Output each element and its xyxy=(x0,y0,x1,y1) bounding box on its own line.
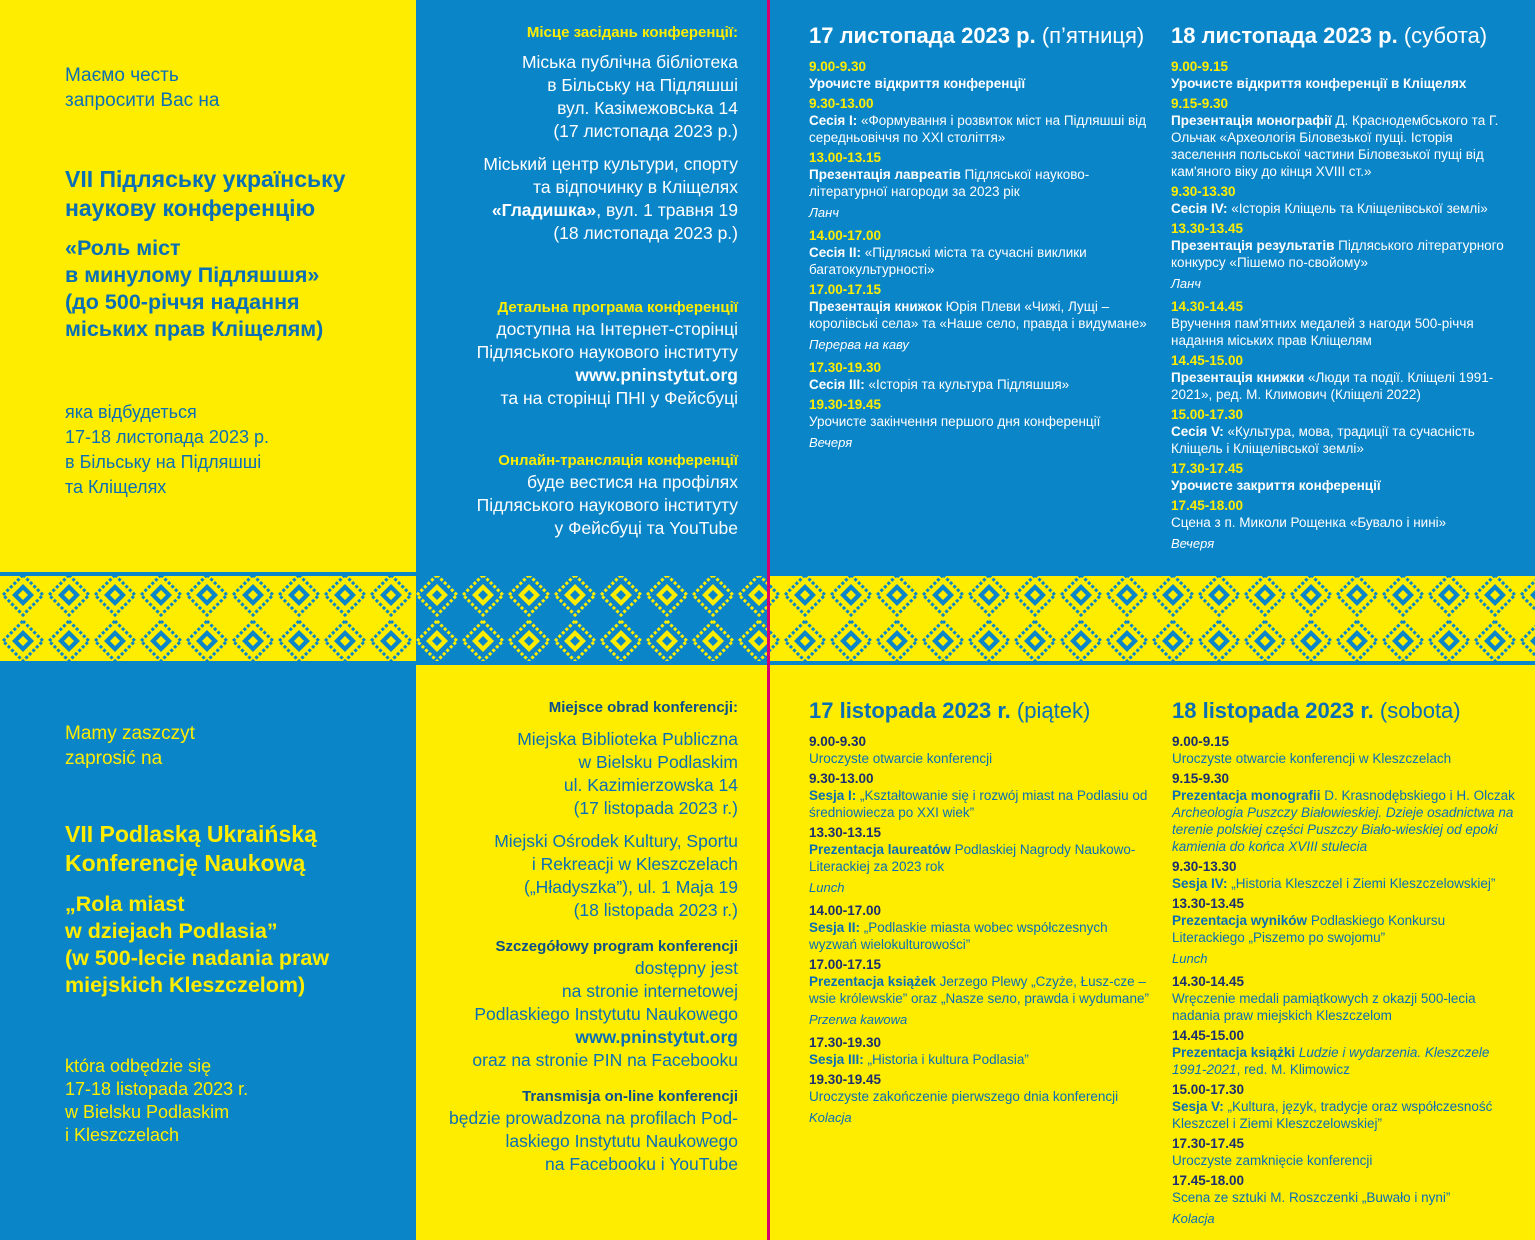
pl-day1-event xyxy=(809,902,1154,953)
event-description xyxy=(1172,1189,1517,1206)
pl-day2-event xyxy=(1172,1027,1517,1078)
event-description xyxy=(1172,1098,1517,1132)
event-description xyxy=(1172,875,1517,892)
pl-online-text: będzie prowadzona na profilach Pod- laskiego Instytutu Naukowego na Facebooku i YouTube xyxy=(449,1108,738,1174)
ua-day1-event xyxy=(809,58,1154,92)
event-time: 17.45-18.00 xyxy=(1171,498,1244,513)
ua-program-url[interactable]: www.pninstytut.org xyxy=(575,365,738,385)
event-time: 14.00-17.00 xyxy=(809,228,882,243)
event-label: Prezentacja wyników xyxy=(1172,913,1308,928)
event-label: Sesja II: xyxy=(809,920,861,935)
event-time: 17.30-19.30 xyxy=(809,360,882,375)
pl-day2-event xyxy=(1172,770,1517,855)
ua-day2 xyxy=(1171,22,1516,558)
pl-day1-event xyxy=(809,1034,1154,1068)
event-label: Сесія V: xyxy=(1171,424,1224,439)
event-label: Презентація лавреатів xyxy=(809,167,961,182)
event-label: Урочисте відкриття конференції в Кліщелях xyxy=(1171,76,1467,91)
ua-program-heading: Детальна програма конференції xyxy=(497,299,738,316)
pl-program-heading: Szczegółowy program konferencji xyxy=(495,938,738,955)
event-description xyxy=(809,413,1154,430)
center-divider-line xyxy=(767,0,770,1240)
ua-day2-event xyxy=(1171,58,1516,92)
pl-day2-event xyxy=(1172,1135,1517,1169)
event-text-suffix: , red. M. Klimowicz xyxy=(1236,1062,1350,1077)
pl-place2-name: („Hładyszka”) xyxy=(524,877,629,897)
event-text: Podlaskiego Konkursu Literackiego „Piszemo po swojomu” xyxy=(1172,913,1446,945)
event-time: 9.00-9.15 xyxy=(1171,59,1229,74)
pl-day2-event xyxy=(1172,1081,1517,1132)
event-description xyxy=(1171,369,1516,403)
event-text: Uroczyste otwarcie konferencji w Kleszczelach xyxy=(1172,751,1452,766)
event-time: 17.30-17.45 xyxy=(1171,461,1244,476)
event-text: „Historia Kleszczel i Ziemi Kleszczelowskiej” xyxy=(1227,876,1496,891)
event-description xyxy=(809,1088,1154,1105)
event-time: 9.30-13.30 xyxy=(1172,859,1237,874)
pl-conference-theme: „Rola miast w dziejach Podlasia” (w 500-lecie nadania praw miejskich Kleszczelom) xyxy=(65,892,330,997)
event-description xyxy=(1171,477,1516,494)
event-description xyxy=(1172,990,1517,1024)
event-text: „Kształtowanie się i rozwój miast na Podlasiu od średniowiecza po XXI wiek” xyxy=(809,788,1148,820)
event-text: «Люди та події. Кліщелі 1991-2021», ред. М. Климович (Кліщелі 2022) xyxy=(1171,370,1494,402)
ua-day2-event xyxy=(1171,220,1516,271)
pl-place2-text: Miejski Ośrodek Kultury, Sportu i Rekreacji w Kleszczelach xyxy=(494,831,738,874)
event-description xyxy=(809,919,1154,953)
event-description xyxy=(1171,75,1516,92)
event-time: 17.30-19.30 xyxy=(809,1035,882,1050)
ua-day2-event xyxy=(1171,460,1516,494)
event-label: Sesja IV: xyxy=(1172,876,1228,891)
ua-day2-event xyxy=(1171,95,1516,180)
pl-venue-block xyxy=(449,697,738,1176)
event-text: Урочисте закінчення першого дня конференції xyxy=(809,414,1101,429)
event-text: D. Krasnodębskiego i H. Olczak xyxy=(1320,788,1515,803)
pl-conference-title: VII Podlaską Ukraińską Konferencję Naukową xyxy=(65,821,317,876)
event-description xyxy=(809,298,1154,332)
event-label: Презентація книжки xyxy=(1171,370,1305,385)
ua-venue-panel xyxy=(416,0,768,572)
event-italic-title: Ludzie i wydarzenia. Kleszczele 1991-2021 xyxy=(1172,1045,1490,1077)
ua-day1-event xyxy=(809,227,1154,278)
ua-venue-block xyxy=(477,22,738,540)
ua-day2-event xyxy=(1171,298,1516,349)
event-description xyxy=(1171,315,1516,349)
event-label: Сесія І: xyxy=(809,113,858,128)
event-description xyxy=(809,112,1154,146)
ua-day1-weekday: (п’ятниця) xyxy=(1041,23,1145,48)
event-description xyxy=(1172,1044,1517,1078)
event-text: „Historia i kultura Podlasia” xyxy=(863,1052,1029,1067)
event-time: 13.00-13.15 xyxy=(809,150,882,165)
pl-program-facebook: oraz na stronie PIN na Facebooku xyxy=(472,1050,738,1070)
pl-online-heading: Transmisja on-line konferencji xyxy=(522,1088,738,1105)
event-description xyxy=(809,841,1154,875)
event-label: Sesja V: xyxy=(1172,1099,1224,1114)
pl-day1 xyxy=(809,697,1154,1132)
event-text: Wręczenie medali pamiątkowych z okazji 500-lecia nadania praw miejskich Kleszczelom xyxy=(1172,991,1476,1023)
event-label: Урочисте відкриття конференції xyxy=(809,76,1026,91)
break-label: Перерва на каву xyxy=(809,337,909,352)
ua-place2-address: , вул. 1 травня 19 (18 листопада 2023 р.) xyxy=(553,200,738,243)
pl-day2-date: 18 listopada 2023 r. xyxy=(1172,698,1374,723)
ua-day2-event xyxy=(1171,183,1516,217)
pl-invite-text: Mamy zaszczyt zaprosić na xyxy=(65,723,195,769)
event-description xyxy=(1171,514,1516,531)
event-label: Prezentacja laureatów xyxy=(809,842,951,857)
ua-place1-address: вул. Казімежовська 14 (17 листопада 2023 р.) xyxy=(553,98,738,141)
event-time: 17.00-17.15 xyxy=(809,957,882,972)
event-time: 9.15-9.30 xyxy=(1171,96,1229,111)
event-label: Prezentacja książki xyxy=(1172,1045,1296,1060)
pl-place1: Miejska Biblioteka Publiczna w Bielsku Podlaskim xyxy=(517,729,738,772)
ua-day2-event xyxy=(1171,352,1516,403)
event-description xyxy=(809,75,1154,92)
event-description xyxy=(809,787,1154,821)
ua-program-facebook: та на сторінці ПНІ у Фейсбуці xyxy=(500,388,738,408)
ua-day1-date-heading xyxy=(809,22,1154,50)
break-label: Kolacja xyxy=(1172,1211,1215,1226)
break-label: Ланч xyxy=(809,205,840,220)
event-description xyxy=(809,166,1154,200)
event-time: 14.30-14.45 xyxy=(1171,299,1244,314)
event-time: 17.30-17.45 xyxy=(1172,1136,1245,1151)
event-description xyxy=(809,376,1154,393)
event-time: 13.30-13.15 xyxy=(809,825,882,840)
break-label: Przerwa kawowa xyxy=(809,1012,908,1027)
break-label: Kolacja xyxy=(809,1110,852,1125)
event-time: 17.45-18.00 xyxy=(1172,1173,1245,1188)
event-time: 9.30-13.00 xyxy=(809,771,874,786)
event-text: «Історія Кліщель та Кліщелівської землі» xyxy=(1227,201,1488,216)
event-text: Uroczyste zakończenie pierwszego dnia konferencji xyxy=(809,1089,1119,1104)
event-label: Презентація книжок xyxy=(809,299,942,314)
ua-day1-event xyxy=(809,359,1154,393)
event-time: 9.00-9.15 xyxy=(1172,734,1230,749)
pl-day2 xyxy=(1172,697,1517,1233)
event-text: Сцена з п. Миколи Рощенка «Бувало і нині» xyxy=(1171,515,1447,530)
pl-day2-event xyxy=(1172,733,1517,767)
pl-day1-weekday: (piątek) xyxy=(1016,698,1091,723)
event-description xyxy=(809,973,1154,1007)
event-text: Юрія Плеви «Чижі, Лущі – королівські села» та «Наше село, правда і видумане» xyxy=(809,299,1147,331)
event-text: Jerzego Plewy „Czyże, Łusz-cze – wsie królewskie” oraz „Nasze sело, prawda i wydumane” xyxy=(809,974,1149,1006)
event-text: Вручення пам'ятних медалей з нагоди 500-річчя надання міських прав Кліщелям xyxy=(1171,316,1474,348)
event-description xyxy=(1172,912,1517,946)
pl-day1-event xyxy=(809,770,1154,821)
event-description xyxy=(1172,750,1517,767)
event-label: Сесія III: xyxy=(809,377,865,392)
ua-day2-date-heading xyxy=(1171,22,1516,50)
pl-day2-event xyxy=(1172,1172,1517,1206)
event-text: Д. Краснодембського та Г. Ольчак «Археологія Біловезької пущі. Історія заселення польської частини Біловезької пущі від кам'яного віку до кінця XVIII ст.» xyxy=(1171,113,1499,179)
event-text: Podlaskiej Nagrody Naukowo-Literackiej za 2023 rok xyxy=(809,842,1136,874)
break-label: Вечеря xyxy=(809,435,853,450)
ua-day2-weekday: (субота) xyxy=(1403,23,1488,48)
event-description xyxy=(809,750,1154,767)
pl-venue-panel xyxy=(416,665,768,1240)
event-time: 19.30-19.45 xyxy=(809,397,882,412)
pl-day2-event xyxy=(1172,973,1517,1024)
pl-program-text: dostępny jest na stronie internetowej Podlaskiego Instytutu Naukowego xyxy=(474,958,738,1024)
pl-when-where: która odbędzie się 17-18 listopada 2023 r. w Bielsku Podlaskim i Kleszczelach xyxy=(65,1056,249,1145)
ua-program-panel xyxy=(768,0,1535,572)
pl-day1-date: 17 listopada 2023 r. xyxy=(809,698,1011,723)
event-text: „Kultura, język, tradycje oraz współczesność Kleszczel i Ziemi Kleszczelowskiej” xyxy=(1172,1099,1493,1131)
event-description xyxy=(1171,423,1516,457)
ua-venue-heading: Місце засідань конференції: xyxy=(526,24,738,41)
event-time: 14.45-15.00 xyxy=(1172,1028,1245,1043)
event-label: Презентація результатів xyxy=(1171,238,1335,253)
event-time: 9.00-9.30 xyxy=(809,734,867,749)
event-description xyxy=(809,1051,1154,1068)
event-label: Sesja III: xyxy=(809,1052,864,1067)
event-label: Сесія II: xyxy=(809,245,861,260)
ua-invite-text: Маємо честь запросити Вас на xyxy=(65,65,220,111)
ua-when-where: яка відбудеться 17-18 листопада 2023 р. в Більську на Підляшші та Кліщелях xyxy=(65,402,269,497)
pl-day2-weekday: (sobota) xyxy=(1379,698,1461,723)
event-time: 19.30-19.45 xyxy=(809,1072,882,1087)
event-label: Prezentacja książek xyxy=(809,974,936,989)
ua-conference-theme: «Роль міст в минулому Підляшшя» (до 500-річчя надання міських прав Кліщелям) xyxy=(65,236,324,341)
event-label: Урочисте закриття конференції xyxy=(1171,478,1381,493)
event-text: «Історія та культура Підляшшя» xyxy=(864,377,1070,392)
event-time: 14.00-17.00 xyxy=(809,903,882,918)
pl-day1-event xyxy=(809,733,1154,767)
ua-online-heading: Онлайн-трансляція конференції xyxy=(498,452,738,469)
break-label: Lunch xyxy=(1172,951,1208,966)
event-text: Підляського літературного конкурсу «Пішемо по-свойому» xyxy=(1171,238,1504,270)
event-time: 17.00-17.15 xyxy=(809,282,882,297)
ua-program-text: доступна на Інтернет-сторінці Підляського наукового інституту xyxy=(476,319,738,362)
break-label: Вечеря xyxy=(1171,536,1215,551)
ua-place2-name: «Гладишка» xyxy=(491,200,597,220)
event-label: Презентація монографії xyxy=(1171,113,1332,128)
event-time: 14.45-15.00 xyxy=(1171,353,1244,368)
pl-place2 xyxy=(449,830,738,922)
event-time: 13.30-13.45 xyxy=(1172,896,1245,911)
ua-day1-event xyxy=(809,281,1154,332)
event-text: Uroczyste zamknięcie konferencji xyxy=(1172,1153,1373,1168)
event-description xyxy=(809,244,1154,278)
ua-place1: Міська публічна бібліотека в Більську на Підляшші xyxy=(521,52,738,95)
pl-day1-date-heading xyxy=(809,697,1154,725)
ua-place2-text: Міський центр культури, спорту та відпочинку в Кліщелях xyxy=(483,154,738,197)
event-time: 15.00-17.30 xyxy=(1171,407,1244,422)
event-text: Uroczyste otwarcie konferencji xyxy=(809,751,993,766)
ua-day1-date: 17 листопада 2023 р. xyxy=(809,23,1036,48)
ua-day2-event xyxy=(1171,497,1516,531)
pl-program-url[interactable]: www.pninstytut.org xyxy=(575,1027,738,1047)
ua-place2 xyxy=(477,153,738,245)
event-text: «Підляські міста та сучасні виклики багатокультурності» xyxy=(809,245,1087,277)
ua-day1-event xyxy=(809,396,1154,430)
pl-place2-address: , ul. 1 Maja 19 (18 listopada 2023 r.) xyxy=(573,877,738,920)
event-text: «Культура, мова, традиції та сучасність Кліщель і Кліщелівської землі» xyxy=(1171,424,1475,456)
event-label: Sesja I: xyxy=(809,788,857,803)
event-description xyxy=(1171,112,1516,180)
event-time: 9.30-13.00 xyxy=(809,96,874,111)
ua-day2-date: 18 листопада 2023 р. xyxy=(1171,23,1398,48)
ua-day2-event xyxy=(1171,406,1516,457)
pl-day2-event xyxy=(1172,895,1517,946)
event-italic-title: Archeologia Puszczy Białowieskiej. Dzieje osadnictwa na terenie polskiej części Puszczy Biało-wieskiej od epoki kamienia do końca XVIII stulecia xyxy=(1172,805,1514,854)
ua-invitation-panel xyxy=(0,0,416,572)
event-time: 9.15-9.30 xyxy=(1172,771,1230,786)
ua-day1-event xyxy=(809,95,1154,146)
pl-day1-event xyxy=(809,1071,1154,1105)
event-label: Сесія IV: xyxy=(1171,201,1228,216)
pl-place1-address: ul. Kazimierzowska 14 (17 listopada 2023 r.) xyxy=(563,775,738,818)
event-text: «Формування і розвиток міст на Підляшші від середньовіччя по XXI століття» xyxy=(809,113,1147,145)
event-time: 13.30-13.45 xyxy=(1171,221,1244,236)
pl-program-panel xyxy=(768,665,1535,1240)
event-time: 9.30-13.30 xyxy=(1171,184,1236,199)
event-text: Scena ze sztuki M. Roszczenki „Buwało i nyni” xyxy=(1172,1190,1451,1205)
pl-venue-heading: Miejsce obrad konferencji: xyxy=(548,699,738,716)
ua-conference-title: VII Підляську українську наукову конференцію xyxy=(65,166,346,221)
pl-day1-event xyxy=(809,824,1154,875)
event-label: Prezentacja monografii xyxy=(1172,788,1321,803)
event-description xyxy=(1171,200,1516,217)
break-label: Ланч xyxy=(1171,276,1202,291)
ua-day1-event xyxy=(809,149,1154,200)
ua-online-text: буде вестися на профілях Підляського наукового інституту у Фейсбуці та YouTube xyxy=(476,472,738,538)
pl-day1-event xyxy=(809,956,1154,1007)
event-text: Підляської науково-літературної нагороди за 2023 рік xyxy=(809,167,1090,199)
event-time: 14.30-14.45 xyxy=(1172,974,1245,989)
event-time: 15.00-17.30 xyxy=(1172,1082,1245,1097)
break-label: Lunch xyxy=(809,880,845,895)
event-description xyxy=(1172,787,1517,855)
event-text: „Podlaskie miasta wobec współczesnych wyzwań wielokulturowości” xyxy=(809,920,1108,952)
ua-day1 xyxy=(809,22,1154,457)
pl-invitation-panel xyxy=(0,665,416,1240)
pl-day2-date-heading xyxy=(1172,697,1517,725)
pl-day2-event xyxy=(1172,858,1517,892)
event-time: 9.00-9.30 xyxy=(809,59,867,74)
event-description xyxy=(1171,237,1516,271)
event-description xyxy=(1172,1152,1517,1169)
